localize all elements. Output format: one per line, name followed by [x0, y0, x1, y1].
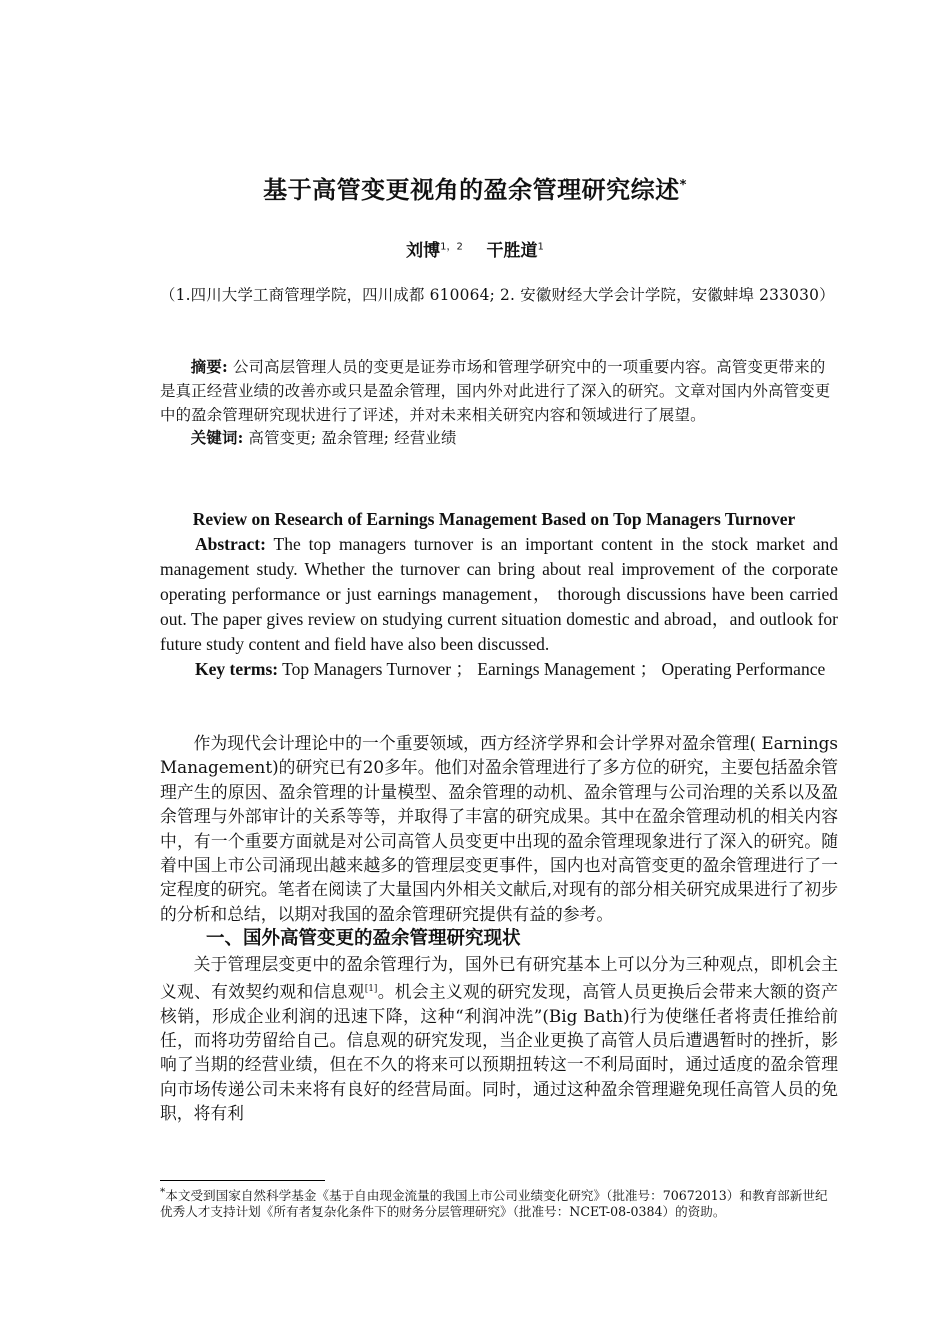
citation-ref: [1]	[364, 983, 378, 994]
author-1: 刘博	[406, 241, 441, 261]
abstract-en-label: Abstract:	[195, 534, 266, 554]
footnote-text: 本文受到国家自然科学基金《基于自由现金流量的我国上市公司业绩变化研究》（批准号：70672013）和教育部新世纪优秀人才支持计划《所有者复杂化条件下的财务分层管理研究》（批准号：NCET-08-0384）的资助。	[160, 1188, 828, 1220]
keywords-cn-paragraph	[160, 427, 838, 451]
footnote-mark: *	[160, 1186, 166, 1198]
keywords-cn-text: 高管变更; 盈余管理; 经营业绩	[243, 429, 457, 448]
footnote-divider	[160, 1180, 325, 1181]
affiliation-text: （1.四川大学工商管理学院，四川成都 610064; 2. 安徽财经大学会计学院，安徽蚌埠 233030）	[160, 286, 835, 304]
english-abstract	[160, 507, 838, 682]
intro-paragraph: 作为现代会计理论中的一个重要领域，西方经济学界和会计学界对盈余管理( Earnings Management)的研究已有20多年。他们对盈余管理进行了多方位的研究，主要包括盈余管理产生的原因、盈余管理的计量模型、盈余管理的动机、盈余管理与公司治理的关系以及盈余管理与外部审计的关系等等，并取得了丰富的研究成果。其中在盈余管理动机的相关内容中，有一个重要方面就是对公司高管人员变更中出现的盈余管理现象进行了深入的研究。随着中国上市公司涌现出越来越多的管理层变更事件，国内也对高管变更的盈余管理进行了一定程度的研究。笔者在阅读了大量国内外相关文献后,对现有的部分相关研究成果进行了初步的分析和总结，以期对我国的盈余管理研究提供有益的参考。	[160, 733, 838, 924]
author-2-affil: 1	[537, 241, 544, 253]
section-1-text-b: 。机会主义观的研究发现，高管人员更换后会带来大额的资产核销，形成企业利润的迅速下降，这种“利润冲洗”(Big Bath)行为使继任者将责任推给前任，而将功劳留给自己。信息观的研究发现，当企业更换了高管人员后遭遇暂时的挫折，影响了当期的经营业绩，但在不久的将来可以预期扭转这一不利局面时，通过适度的盈余管理向市场传递公司未来将有良好的经营局面。同时，通过这种盈余管理避免现任高管人员的免职，将有利	[160, 981, 838, 1124]
abstract-en-text: The top managers turnover is an important content in the stock market and management study. Whether the turnover can bring about real improvement of the corporate operating performance or just earnings management， thorough discussions have been carried out. The paper gives review on studying current situation domestic and abroad，and outlook for future study content and field have also been discussed.	[160, 534, 838, 654]
title-footnote-mark: *	[679, 178, 687, 193]
affiliation	[160, 284, 838, 308]
title-text: 基于高管变更视角的盈余管理研究综述	[263, 176, 680, 204]
abstract-cn-text: 公司高层管理人员的变更是证券市场和管理学研究中的一项重要内容。高管变更带来的是真正经营业绩的改善亦或只是盈余管理，国内外对此进行了深入的研究。文章对国内外高管变更中的盈余管理研究现状进行了评述，并对未来相关研究内容和领域进行了展望。	[160, 358, 831, 424]
author-line	[0, 236, 950, 261]
keywords-en-text: Top Managers Turnover ； Earnings Management ； Operating Performance	[278, 659, 826, 679]
abstract-cn-label: 摘要:	[190, 358, 228, 376]
paper-title	[0, 170, 950, 205]
english-title: Review on Research of Earnings Management Based on Top Managers Turnover	[192, 509, 796, 529]
section-1-paragraph	[160, 952, 838, 1125]
keywords-en-paragraph	[160, 657, 838, 682]
section-1-heading: 一、国外高管变更的盈余管理研究现状	[206, 928, 521, 950]
chinese-abstract	[160, 356, 838, 451]
main-body	[160, 731, 838, 1126]
keywords-cn-label: 关键词:	[190, 429, 244, 448]
author-2: 干胜道	[486, 241, 538, 261]
author-1-affil: 1，2	[440, 241, 463, 253]
footnote	[160, 1184, 840, 1220]
section-1-text-a: 关于管理层变更中的盈余管理行为，国外已有研究基本上可以分为三种观点，即机会主义观、有效契约观和信息观	[160, 954, 838, 1002]
abstract-en-paragraph	[160, 532, 838, 657]
keywords-en-label: Key terms:	[195, 659, 279, 679]
abstract-cn-paragraph	[160, 356, 838, 427]
